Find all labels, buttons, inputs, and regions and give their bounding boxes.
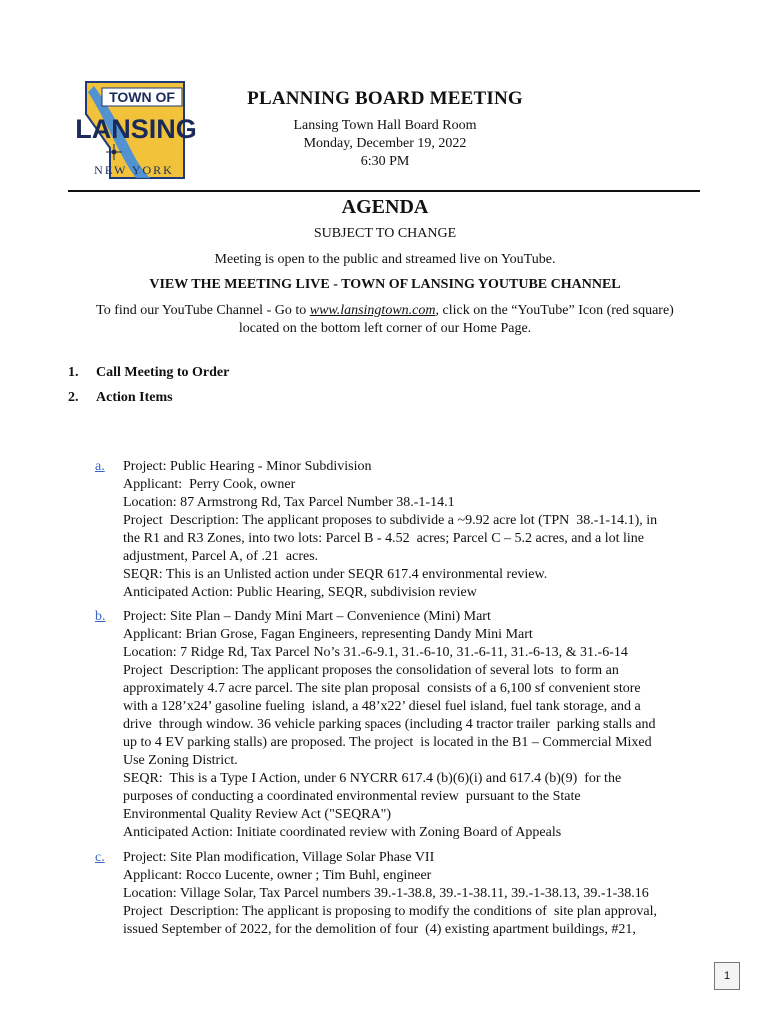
header-divider xyxy=(68,190,700,192)
action-item-body xyxy=(123,849,705,939)
logo-top-text: TOWN OF xyxy=(109,89,175,105)
action-item-line: Project: Public Hearing - Minor Subdivision xyxy=(123,459,372,474)
action-item-line: Project: Site Plan – Dandy Mini Mart – Convenience (Mini) Mart xyxy=(123,609,491,624)
find-channel-text xyxy=(60,303,710,319)
town-logo xyxy=(75,78,197,182)
meeting-time: 6:30 PM xyxy=(360,154,410,169)
action-item-line: Location: 87 Armstrong Rd, Tax Parcel Number 38.-1-14.1 xyxy=(123,495,455,510)
action-item-line: adjustment, Parcel A, of .21 acres. xyxy=(123,549,319,564)
open-notice: Meeting is open to the public and streamed live on YouTube. xyxy=(214,252,556,267)
meeting-location: Lansing Town Hall Board Room xyxy=(293,118,477,133)
find-channel-text-line2: located on the bottom left corner of our Home Page. xyxy=(238,321,532,336)
action-item-line: Location: Village Solar, Tax Parcel numbers 39.-1-38.8, 39.-1-38.11, 39.-1-38.13, 39.-1-38.16 xyxy=(123,886,649,901)
agenda-item xyxy=(68,390,173,406)
action-item-line: up to 4 EV parking stalls) are proposed. The project is located in the B1 – Commercial Mixed xyxy=(123,735,652,750)
logo-main-text: LANSING xyxy=(75,114,197,144)
action-item-line: Project Description: The applicant is proposing to modify the conditions of site plan approval, xyxy=(123,904,657,919)
action-item-line: Project: Site Plan modification, Village Solar Phase VII xyxy=(123,850,435,865)
meeting-date: Monday, December 19, 2022 xyxy=(303,136,467,151)
find-text-before: To find our YouTube Channel - Go to xyxy=(96,303,310,318)
action-item-line: Anticipated Action: Initiate coordinated review with Zoning Board of Appeals xyxy=(123,825,562,840)
action-item-letter[interactable]: a. xyxy=(95,459,105,474)
action-item-line: with a 128’x24’ gasoline fueling island, a 48’x22’ diesel fuel island, fuel tank storage, and a xyxy=(123,699,641,714)
action-item-letter[interactable]: b. xyxy=(95,609,106,624)
action-item-line: drive through window. 36 vehicle parking spaces (including 4 tractor trailer parking stalls and xyxy=(123,717,656,732)
action-item-b xyxy=(95,608,705,842)
agenda-subject: SUBJECT TO CHANGE xyxy=(313,226,457,241)
find-text-after: , click on the “YouTube” Icon (red square) xyxy=(435,303,674,318)
action-item-line: Location: 7 Ridge Rd, Tax Parcel No’s 31.-6-9.1, 31.-6-10, 31.-6-11, 31.-6-13, & 31.-6-14 xyxy=(123,645,628,660)
action-item-line: Anticipated Action: Public Hearing, SEQR, subdivision review xyxy=(123,585,477,600)
action-item-line: Applicant: Brian Grose, Fagan Engineers, representing Dandy Mini Mart xyxy=(123,627,533,642)
agenda-item-number: 1. xyxy=(68,365,79,380)
action-item-letter[interactable]: c. xyxy=(95,850,105,865)
agenda-item-number: 2. xyxy=(68,390,79,405)
action-item-c xyxy=(95,849,705,939)
action-item-line: Project Description: The applicant proposes the consolidation of several lots to form an xyxy=(123,663,619,678)
agenda-item-title: Action Items xyxy=(96,390,173,405)
action-item-line: approximately 4.7 acre parcel. The site plan proposal consists of a 6,100 sf convenient store xyxy=(123,681,641,696)
action-item-line: the R1 and R3 Zones, into two lots: Parcel B - 4.52 acres; Parcel C – 5.2 acres, and a lot line xyxy=(123,531,644,546)
action-item-line: Use Zoning District. xyxy=(123,753,238,768)
live-heading: VIEW THE MEETING LIVE - TOWN OF LANSING YOUTUBE CHANNEL xyxy=(149,277,621,292)
meeting-title: PLANNING BOARD MEETING xyxy=(247,88,523,109)
agenda-item-title: Call Meeting to Order xyxy=(96,365,230,380)
action-item-line: Applicant: Rocco Lucente, owner ; Tim Buhl, engineer xyxy=(123,868,432,883)
agenda-title: AGENDA xyxy=(341,196,429,218)
action-item-body xyxy=(123,458,705,602)
website-link[interactable]: www.lansingtown.com xyxy=(309,303,436,318)
action-item-line: Environmental Quality Review Act ("SEQRA") xyxy=(123,807,392,822)
action-item-a xyxy=(95,458,705,602)
agenda-item xyxy=(68,365,229,381)
action-item-body xyxy=(123,608,705,842)
action-item-line: Applicant: Perry Cook, owner xyxy=(123,477,296,492)
action-item-line: SEQR: This is an Unlisted action under SEQR 617.4 environmental review. xyxy=(123,567,548,582)
action-item-line: Project Description: The applicant proposes to subdivide a ~9.92 acre lot (TPN 38.-1-14.1), in xyxy=(123,513,658,528)
logo-bottom-text: NEW YORK xyxy=(94,163,174,177)
action-item-line: purposes of conducting a coordinated environmental review pursuant to the State xyxy=(123,789,581,804)
action-item-line: issued September of 2022, for the demolition of four (4) existing apartment buildings, #21, xyxy=(123,922,636,937)
page-number: 1 xyxy=(714,962,740,990)
action-item-line: SEQR: This is a Type I Action, under 6 NYCRR 617.4 (b)(6)(i) and 617.4 (b)(9) for the xyxy=(123,771,622,786)
